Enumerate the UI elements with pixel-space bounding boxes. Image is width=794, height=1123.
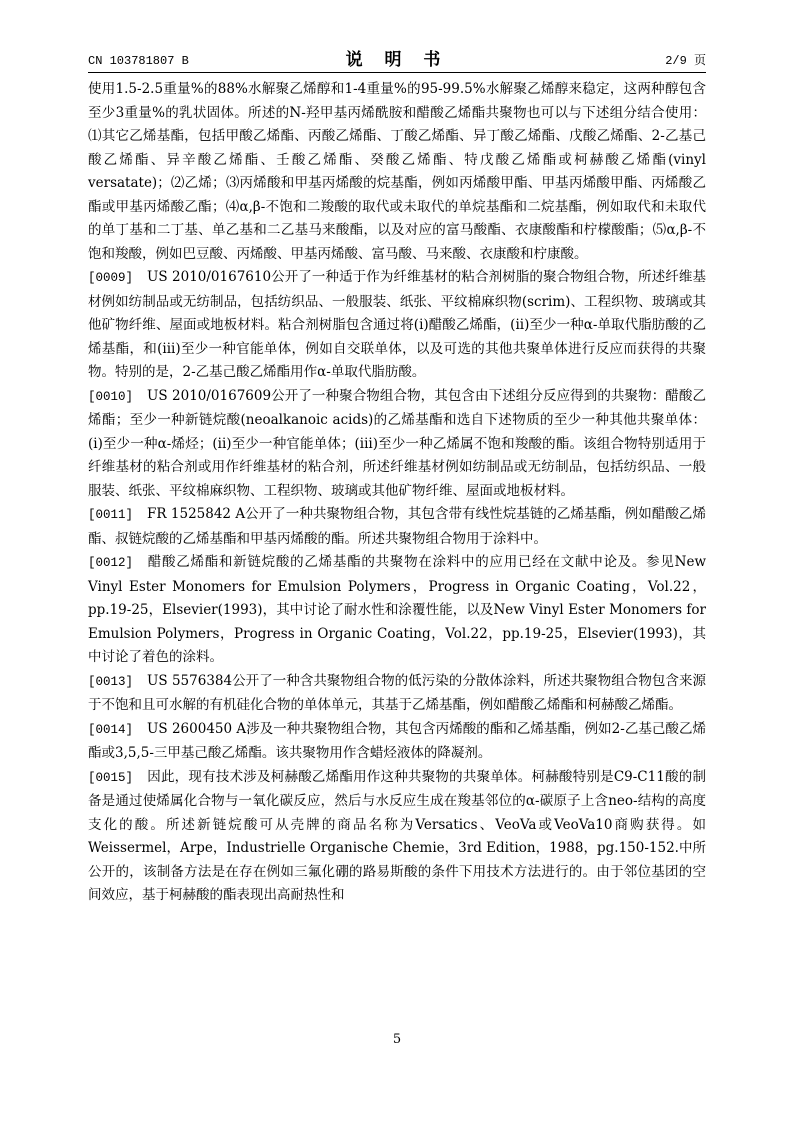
paragraph-text: US 2600450 A涉及一种共聚物组合物，其包含丙烯酸的酯和乙烯基酯，例如2-乙基己酸乙烯酯或3,5,5-三甲基己酸乙烯酯。该共聚物用作含蜡烃液体的降凝剂。 [88,720,706,761]
page-info: 2/9 页 [665,54,706,68]
page-footer [0,1032,794,1047]
paragraph-text: US 2010/0167610公开了一种适于作为纤维基材的粘合剂树脂的聚合物组合物，所述纤维基材例如纺制品或无纺制品，包括纺织品、一般服装、纸张、平纹棉麻织物(scrim)、工程织物、玻璃或其他矿物纤维、屋面或地板材料。粘合剂树脂包含通过将(i)醋酸乙烯酯，(ii)至少一种α-单取代脂肪酸的乙烯基酯，和(iii)至少一种官能单体，例如自交联单体，以及可选的其他共聚单体进行反应而获得的共聚物。特别的是，2-乙基己酸乙烯酯用作α-单取代脂肪酸。 [88,269,706,380]
patent-number: CN 103781807 B [88,54,189,68]
paragraph-0010 [88,385,706,504]
paragraph-0013 [88,670,706,718]
paragraph-0012 [88,551,706,670]
paragraph-number: [0011] [88,508,134,522]
paragraph-text: US 5576384公开了一种含共聚物组合物的低污染的分散体涂料，所述共聚物组合物包含来源于不饱和且可水解的有机硅化合物的单体单元，其基于乙烯基酯，例如醋酸乙烯酯和柯赫酸乙烯酯。 [88,672,706,713]
page-header [88,44,706,70]
page-number: 5 [392,1032,402,1047]
paragraph-text: 醋酸乙烯酯和新链烷酸的乙烯基酯的共聚物在涂料中的应用已经在文献中论及。参见New Vinyl Ester Monomers for Emulsion Polymers，Progress in Organic Coating，Vol.22，pp.19-25，Elsevier(1993)，其中讨论了耐水性和涂覆性能，以及New Vinyl Ester Monomers for Emulsion Polymers，Progress in Organic Coating，Vol.22，pp.19-25，Elsevier(1993)，其中讨论了着色的涂料。 [88,554,706,665]
paragraph-text: US 2010/0167609公开了一种聚合物组合物，其包含由下述组分反应得到的共聚物：醋酸乙烯酯；至少一种新链烷酸(neoalkanoic acids)的乙烯基酯和选自下述物质的至少一种其他共聚单体：(i)至少一种α-烯烃；(ii)至少一种官能单体；(iii)至少一种乙烯属不饱和羧酸的酯。该组合物特别适用于纤维基材的粘合剂或用作纤维基材的粘合剂，所述纤维基材例如纺制品或无纺制品，包括纺织品、一般服装、纸张、平纹棉麻织物、工程织物、玻璃或其他矿物纤维、屋面或地板材料。 [88,387,706,499]
paragraph-number: [0009] [88,271,134,285]
paragraph-0011 [88,503,706,551]
paragraph-0009 [88,266,706,385]
page-title: 说 明 书 [345,50,449,70]
paragraph-text: FR 1525842 A公开了一种共聚物组合物，其包含带有线性烷基链的乙烯基酯，例如醋酸乙烯酯、叔链烷酸的乙烯基酯和甲基丙烯酸的酯。所述共聚物组合物用于涂料中。 [88,506,706,547]
paragraph-0015 [88,766,706,908]
paragraph-0014 [88,718,706,766]
paragraph-text: 使用1.5-2.5重量%的88%水解聚乙烯醇和1-4重量%的95-99.5%水解聚乙烯醇来稳定，这两种醇包含至少3重量%的乳状固体。所述的N-羟甲基丙烯酰胺和醋酸乙烯酯共聚物也可以与下述组分结合使用：⑴其它乙烯基酯，包括甲酸乙烯酯、丙酸乙烯酯、丁酸乙烯酯、异丁酸乙烯酯、戊酸乙烯酯、2-乙基己酸乙烯酯、异辛酸乙烯酯、壬酸乙烯酯、癸酸乙烯酯、特戊酸乙烯酯或柯赫酸乙烯酯(vinyl versatate)；⑵乙烯；⑶丙烯酸和甲基丙烯酸的烷基酯，例如丙烯酸甲酯、甲基丙烯酸甲酯、丙烯酸乙酯或甲基丙烯酸乙酯；⑷α,β-不饱和二羧酸的取代或未取代的单烷基酯和二烷基酯，例如取代和未取代的单丁基和二丁基、单乙基和二乙基马来酸酯，以及对应的富马酸酯、衣康酸酯和柠檬酸酯；⑸α,β-不饱和羧酸，例如巴豆酸、丙烯酸、甲基丙烯酸、富马酸、马来酸、衣康酸和柠康酸。 [88,81,706,262]
paragraph-number: [0012] [88,556,134,570]
paragraph-number: [0014] [88,722,134,737]
paragraph-number: [0015] [88,770,134,785]
paragraph-number: [0013] [88,674,134,689]
document-body [88,78,706,908]
paragraph-number: [0010] [88,389,134,404]
paragraph-text: 因此，现有技术涉及柯赫酸乙烯酯用作这种共聚物的共聚单体。柯赫酸特别是C9-C11酸的制备是通过使烯属化合物与一氧化碳反应，然后与水反应生成在羧基邻位的α-碳原子上含neo-结构的高度支化的酸。所述新链烷酸可从壳牌的商品名称为Versatics、VeoVa或VeoVa10商购获得。如Weissermel，Arpe，Industrielle Organische Chemie，3rd Edition，1988，pg.150-152.中所公开的，该制备方法是在存在例如三氟化硼的路易斯酸的条件下用技术方法进行的。由于邻位基团的空间效应，基于柯赫酸的酯表现出高耐热性和 [88,768,706,903]
header-rule [88,72,706,73]
paragraph-continued [88,78,706,266]
